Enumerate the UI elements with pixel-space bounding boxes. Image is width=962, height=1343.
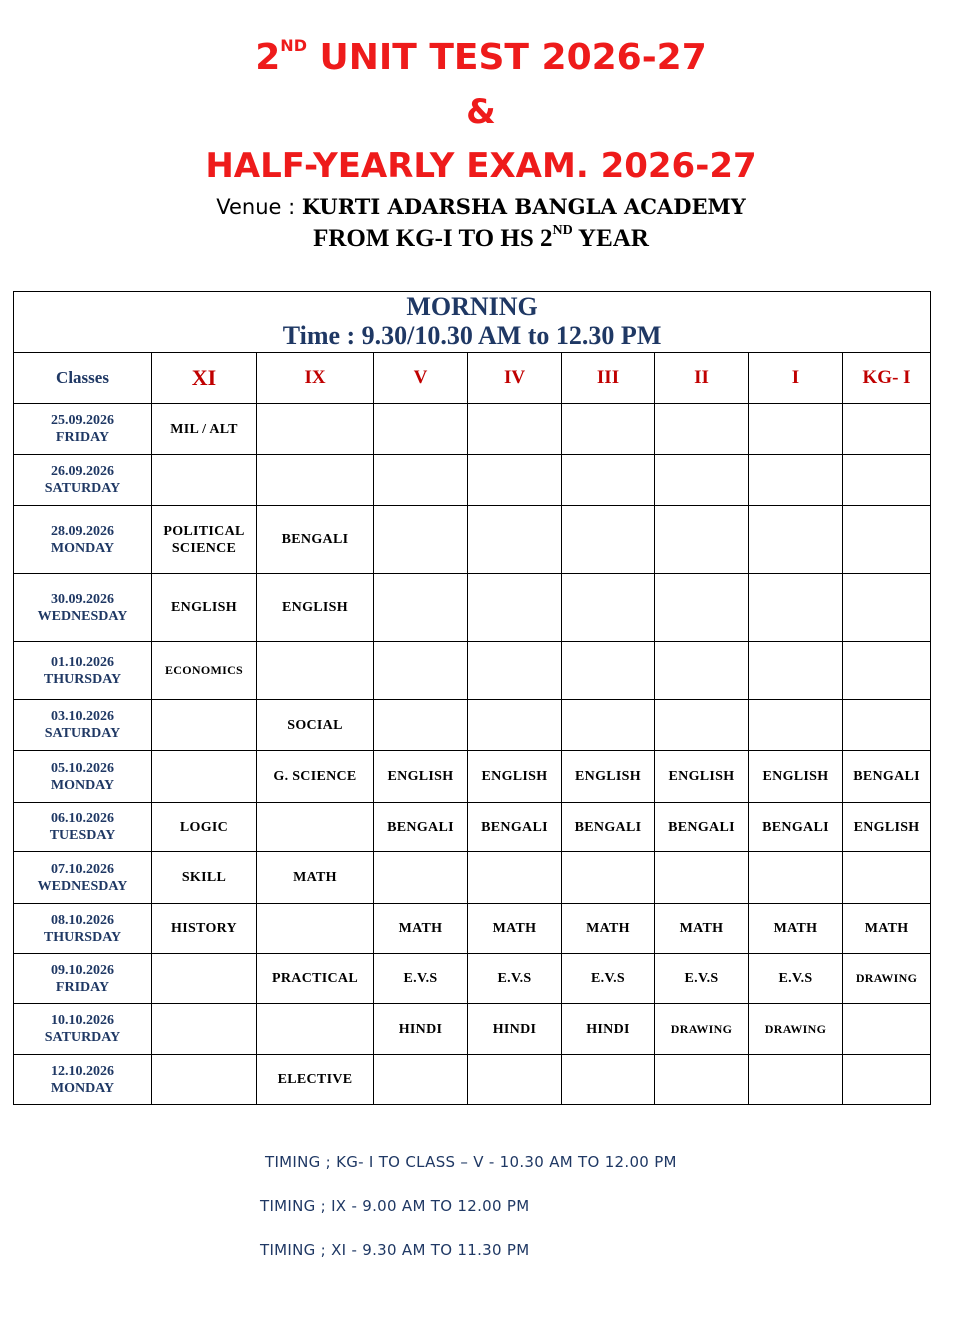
subject-cell	[749, 404, 843, 455]
subject-cell	[257, 803, 374, 852]
subject-cell: DRAWING	[843, 954, 931, 1004]
subject-cell	[468, 852, 562, 904]
exam-day: THURSDAY	[43, 671, 122, 687]
date-cell	[14, 700, 152, 751]
subject-cell: DRAWING	[749, 1004, 843, 1055]
subject-cell: MATH	[374, 904, 468, 954]
subject-cell: MATH	[843, 904, 931, 954]
subject-cell	[257, 904, 374, 954]
subject-cell: BENGALI	[655, 803, 749, 852]
subject-cell	[655, 574, 749, 642]
subject-cell	[152, 1055, 257, 1105]
exam-date: 03.10.2026	[51, 709, 114, 724]
subject-cell	[562, 574, 655, 642]
subject-cell: ENGLISH	[257, 574, 374, 642]
subject-cell: ENGLISH	[655, 751, 749, 803]
session-header	[14, 292, 931, 353]
exam-date: 28.09.2026	[51, 523, 114, 539]
title-ampersand: &	[466, 92, 496, 132]
subject-cell: LOGIC	[152, 803, 257, 852]
table-row	[14, 404, 931, 455]
date-cell	[14, 574, 152, 642]
subject-cell	[257, 404, 374, 455]
subject-cell: ENGLISH	[374, 751, 468, 803]
date-cell	[14, 954, 152, 1004]
subject-cell: BENGALI	[749, 803, 843, 852]
exam-date: 10.10.2026	[51, 1013, 114, 1028]
exam-day: MONDAY	[50, 540, 115, 556]
table-row	[14, 506, 931, 574]
exam-title	[0, 36, 962, 78]
subject-cell: E.V.S	[468, 954, 562, 1004]
subject-cell	[749, 852, 843, 904]
subject-cell: PRACTICAL	[257, 954, 374, 1004]
date-cell	[14, 1004, 152, 1055]
timing-note: TIMING ; IX - 9.00 AM TO 12.00 PM	[260, 1197, 530, 1215]
subject-cell: ENGLISH	[843, 803, 931, 852]
subject-cell: G. SCIENCE	[257, 751, 374, 803]
subject-cell	[843, 506, 931, 574]
subject-cell	[655, 1055, 749, 1105]
subject-cell	[655, 642, 749, 700]
subject-cell	[152, 700, 257, 751]
date-cell	[14, 642, 152, 700]
column-header: IX	[257, 353, 374, 404]
column-header: KG- I	[843, 353, 931, 404]
subject-cell	[655, 852, 749, 904]
subject-cell: HINDI	[562, 1004, 655, 1055]
subject-cell: ENGLISH	[749, 751, 843, 803]
timing-note: TIMING ; XI - 9.30 AM TO 11.30 PM	[260, 1241, 530, 1259]
column-header: IV	[468, 353, 562, 404]
subject-cell	[374, 455, 468, 506]
table-row	[14, 904, 931, 954]
timing-note: TIMING ; KG- I TO CLASS – V - 10.30 AM TO 12.00 PM	[265, 1153, 677, 1171]
subject-cell	[843, 455, 931, 506]
subject-cell: E.V.S	[562, 954, 655, 1004]
subject-cell	[749, 574, 843, 642]
exam-date: 07.10.2026	[51, 861, 114, 877]
subject-cell	[562, 455, 655, 506]
exam-date: 30.09.2026	[51, 591, 114, 607]
subject-cell	[749, 506, 843, 574]
subject-cell: DRAWING	[655, 1004, 749, 1055]
subject-cell: BENGALI	[562, 803, 655, 852]
subject-cell	[152, 455, 257, 506]
class-range	[0, 223, 962, 253]
session-name: MORNING	[406, 292, 538, 321]
range-prefix: FROM KG-I TO HS 2	[313, 225, 553, 252]
subject-cell	[374, 506, 468, 574]
subject-cell: ENGLISH	[562, 751, 655, 803]
subject-cell	[374, 642, 468, 700]
subject-cell: SKILL	[152, 852, 257, 904]
subject-cell	[152, 751, 257, 803]
subject-cell: MATH	[655, 904, 749, 954]
subject-cell	[749, 455, 843, 506]
subject-cell	[257, 642, 374, 700]
subject-cell	[152, 954, 257, 1004]
subject-cell	[562, 404, 655, 455]
subject-cell: MATH	[468, 904, 562, 954]
subject-cell	[152, 506, 257, 574]
subject-cell	[468, 700, 562, 751]
subject-cell: HISTORY	[152, 904, 257, 954]
exam-date: 09.10.2026	[51, 962, 114, 978]
subject-cell: MATH	[562, 904, 655, 954]
exam-day: WEDNESDAY	[37, 878, 128, 894]
subject-cell	[374, 574, 468, 642]
subject-cell: E.V.S	[749, 954, 843, 1004]
table-row	[14, 954, 931, 1004]
exam-date: 01.10.2026	[51, 654, 114, 670]
subject-cell	[468, 506, 562, 574]
subject-cell: ENGLISH	[468, 751, 562, 803]
subject-cell	[468, 642, 562, 700]
subject-cell	[843, 1004, 931, 1055]
table-row	[14, 1055, 931, 1105]
subject-cell: SOCIAL	[257, 700, 374, 751]
subject-cell	[374, 1055, 468, 1105]
subject-cell	[655, 700, 749, 751]
subject-cell: MATH	[257, 852, 374, 904]
date-cell	[14, 506, 152, 574]
subject-cell	[843, 852, 931, 904]
table-row	[14, 455, 931, 506]
table-row	[14, 700, 931, 751]
title-superscript: ND	[280, 36, 307, 55]
subject-cell	[843, 574, 931, 642]
subject-cell	[374, 404, 468, 455]
subject-cell: E.V.S	[655, 954, 749, 1004]
session-time: Time : 9.30/10.30 AM to 12.30 PM	[282, 321, 662, 350]
table-row	[14, 574, 931, 642]
exam-day: SATURDAY	[44, 481, 121, 496]
subject-cell	[374, 852, 468, 904]
subject-cell	[749, 1055, 843, 1105]
subject-cell	[562, 506, 655, 574]
subject-cell	[562, 642, 655, 700]
subject-cell	[562, 852, 655, 904]
subject-cell: BENGALI	[374, 803, 468, 852]
subject-cell	[468, 404, 562, 455]
subject-cell: ENGLISH	[152, 574, 257, 642]
exam-subtitle: HALF-YEARLY EXAM. 2026-27	[205, 146, 757, 186]
subject-cell	[843, 642, 931, 700]
subject-cell	[468, 455, 562, 506]
subject-text: POLITICAL SCIENCE	[163, 523, 245, 556]
subject-cell: BENGALI	[468, 803, 562, 852]
subject-cell: E.V.S	[374, 954, 468, 1004]
column-header: V	[374, 353, 468, 404]
exam-date: 05.10.2026	[51, 760, 114, 776]
date-cell	[14, 1055, 152, 1105]
column-header: III	[562, 353, 655, 404]
subject-cell	[468, 574, 562, 642]
venue-line	[0, 194, 962, 219]
subject-cell	[655, 404, 749, 455]
date-cell	[14, 852, 152, 904]
subject-cell	[655, 455, 749, 506]
exam-date: 06.10.2026	[51, 811, 114, 826]
column-header: XI	[152, 353, 257, 404]
subject-cell: ECONOMICS	[152, 642, 257, 700]
date-cell	[14, 751, 152, 803]
exam-date: 08.10.2026	[51, 912, 114, 928]
exam-day: SATURDAY	[44, 726, 121, 741]
date-cell	[14, 803, 152, 852]
subject-cell: HINDI	[468, 1004, 562, 1055]
column-header: Classes	[14, 353, 152, 404]
exam-date: 26.09.2026	[51, 464, 114, 479]
subject-cell: BENGALI	[843, 751, 931, 803]
table-row	[14, 751, 931, 803]
subject-cell	[374, 700, 468, 751]
subject-cell	[655, 506, 749, 574]
subject-cell	[257, 1004, 374, 1055]
table-row	[14, 852, 931, 904]
subject-cell	[843, 700, 931, 751]
exam-schedule-table	[13, 291, 931, 1105]
exam-day: THURSDAY	[43, 929, 122, 945]
subject-cell: BENGALI	[257, 506, 374, 574]
exam-day: SATURDAY	[44, 1030, 121, 1045]
column-header: II	[655, 353, 749, 404]
subject-cell: MATH	[749, 904, 843, 954]
column-header-row	[14, 353, 931, 404]
subject-cell	[468, 1055, 562, 1105]
exam-day: WEDNESDAY	[37, 608, 128, 624]
subject-cell: ELECTIVE	[257, 1055, 374, 1105]
exam-date: 12.10.2026	[51, 1063, 114, 1079]
subject-cell: HINDI	[374, 1004, 468, 1055]
subject-cell	[749, 642, 843, 700]
table-row	[14, 642, 931, 700]
subject-cell	[843, 1055, 931, 1105]
subject-cell	[152, 1004, 257, 1055]
subject-cell	[562, 700, 655, 751]
exam-day: FRIDAY	[55, 979, 110, 995]
exam-date: 25.09.2026	[51, 413, 114, 428]
exam-day: MONDAY	[50, 777, 115, 793]
title-rest: UNIT TEST 2026-27	[306, 37, 707, 78]
exam-day: MONDAY	[50, 1080, 115, 1096]
schedule-body	[14, 404, 931, 1105]
subject-cell	[749, 700, 843, 751]
date-cell	[14, 904, 152, 954]
subject-cell	[843, 404, 931, 455]
date-cell	[14, 455, 152, 506]
range-superscript: ND	[552, 223, 573, 238]
subject-cell	[562, 1055, 655, 1105]
table-row	[14, 1004, 931, 1055]
table-row	[14, 803, 931, 852]
subject-cell: MIL / ALT	[152, 404, 257, 455]
range-suffix: YEAR	[572, 225, 649, 252]
exam-day: TUESDAY	[49, 828, 116, 843]
exam-day: FRIDAY	[55, 430, 110, 445]
subject-cell	[257, 455, 374, 506]
date-cell	[14, 404, 152, 455]
venue-name: KURTI ADARSHA BANGLA ACADEMY	[301, 194, 746, 219]
venue-label: Venue :	[216, 195, 302, 219]
title-prefix: 2	[255, 37, 281, 78]
column-header: I	[749, 353, 843, 404]
